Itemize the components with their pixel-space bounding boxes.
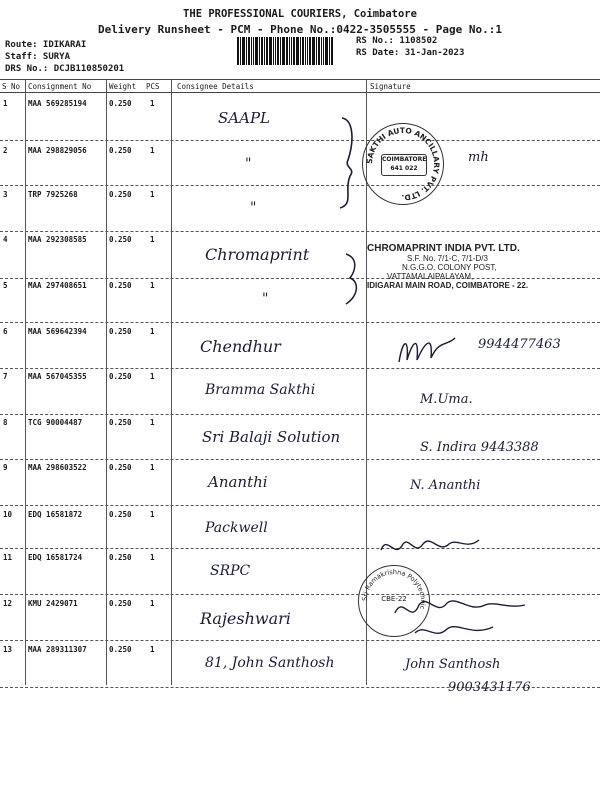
row-consignee-handwritten: Ananthi bbox=[208, 473, 268, 491]
row-consignee-handwritten: Chromaprint bbox=[205, 245, 310, 264]
stamp-city: COIMBATORE bbox=[382, 156, 427, 163]
row-sno: 10 bbox=[3, 510, 13, 519]
header-bottom-rule bbox=[0, 92, 600, 93]
row-weight: 0.250 bbox=[109, 327, 132, 336]
rs-number: RS No.: 1108502 bbox=[356, 36, 438, 46]
row-separator bbox=[0, 459, 600, 460]
row-separator bbox=[0, 368, 600, 369]
row-separator bbox=[0, 185, 600, 186]
row-pcs: 1 bbox=[150, 463, 155, 472]
row-pcs: 1 bbox=[150, 510, 155, 519]
row-consignee-handwritten: Rajeshwari bbox=[200, 609, 291, 628]
stamp-company-name: CHROMAPRINT INDIA PVT. LTD. bbox=[367, 243, 520, 254]
row-consignee-handwritten: 81, John Santhosh bbox=[205, 655, 335, 671]
row-sno: 8 bbox=[3, 418, 8, 427]
row-weight: 0.250 bbox=[109, 146, 132, 155]
row-consignment-number: EDQ 16581872 bbox=[28, 510, 83, 519]
stamp-address-line: IDIGARAI MAIN ROAD, COIMBATORE - 22. bbox=[367, 281, 529, 290]
row-separator bbox=[0, 548, 600, 549]
row-weight: 0.250 bbox=[109, 510, 132, 519]
signature-scribble bbox=[375, 530, 495, 570]
row-pcs: 1 bbox=[150, 235, 155, 244]
row-signature-handwritten: mh bbox=[468, 150, 489, 165]
row-consignee-handwritten: " bbox=[250, 200, 257, 216]
row-pcs: 1 bbox=[150, 418, 155, 427]
barcode bbox=[237, 37, 353, 65]
row-pcs: 1 bbox=[150, 372, 155, 381]
row-sno: 3 bbox=[3, 190, 8, 199]
row-consignment-number: MAA 298829056 bbox=[28, 146, 87, 155]
row-consignee-handwritten: Chendhur bbox=[200, 337, 281, 356]
row-consignment-number: KMU 2429071 bbox=[28, 599, 78, 608]
signature-scribble bbox=[385, 585, 535, 645]
row-consignment-number: MAA 297408651 bbox=[28, 281, 87, 290]
row-weight: 0.250 bbox=[109, 281, 132, 290]
row-consignment-number: EDQ 16581724 bbox=[28, 553, 83, 562]
row-separator bbox=[0, 322, 600, 323]
row-sno: 2 bbox=[3, 146, 8, 155]
row-weight: 0.250 bbox=[109, 418, 132, 427]
row-pcs: 1 bbox=[150, 553, 155, 562]
drs-number: DRS No.: DCJB110850201 bbox=[5, 64, 125, 74]
row-pcs: 1 bbox=[150, 99, 155, 108]
signature-scribble bbox=[395, 330, 470, 370]
runsheet-subtitle: Delivery Runsheet - PCM - Phone No.:0422-3505555 - Page No.:1 bbox=[98, 23, 502, 36]
brace-mark bbox=[340, 250, 370, 310]
row-weight: 0.250 bbox=[109, 463, 132, 472]
row-pcs: 1 bbox=[150, 599, 155, 608]
row-pcs: 1 bbox=[150, 146, 155, 155]
col-header-consignment: Consignment No bbox=[28, 82, 92, 91]
row-consignment-number: MAA 298603522 bbox=[28, 463, 87, 472]
row-sno: 11 bbox=[3, 553, 13, 562]
row-consignment-number: TRP 7925268 bbox=[28, 190, 78, 199]
row-weight: 0.250 bbox=[109, 372, 132, 381]
brace-mark bbox=[330, 112, 370, 212]
row-weight: 0.250 bbox=[109, 645, 132, 654]
row-weight: 0.250 bbox=[109, 553, 132, 562]
row-consignee-handwritten: SAAPL bbox=[218, 109, 270, 127]
col-header-signature: Signature bbox=[370, 82, 411, 91]
rs-date: RS Date: 31-Jan-2023 bbox=[356, 48, 465, 58]
row-signature-handwritten: M.Uma. bbox=[420, 392, 473, 407]
svg-text:SAKTHI AUTO ANCILLARY PVT. LTD: SAKTHI AUTO ANCILLARY PVT. LTD. bbox=[364, 125, 442, 203]
row-pcs: 1 bbox=[150, 281, 155, 290]
header-top-rule bbox=[0, 79, 600, 80]
row-pcs: 1 bbox=[150, 645, 155, 654]
row-sno: 1 bbox=[3, 99, 8, 108]
row-separator bbox=[0, 505, 600, 506]
row-sno: 7 bbox=[3, 372, 8, 381]
row-consignment-number: MAA 567045355 bbox=[28, 372, 87, 381]
stamp-pincode: 641 022 bbox=[390, 165, 418, 172]
stamp-address-line: VATTAMALAIPALAYAM, bbox=[387, 272, 474, 281]
row-signature-phone: 9003431176 bbox=[448, 680, 531, 695]
row-consignment-number: MAA 289311307 bbox=[28, 645, 87, 654]
staff-label: Staff: SURYA bbox=[5, 52, 71, 62]
row-pcs: 1 bbox=[150, 327, 155, 336]
runsheet-title: THE PROFESSIONAL COURIERS, Coimbatore bbox=[183, 8, 417, 20]
row-sno: 13 bbox=[3, 645, 13, 654]
row-separator bbox=[0, 414, 600, 415]
row-consignment-number: MAA 569285194 bbox=[28, 99, 87, 108]
row-consignee-handwritten: Packwell bbox=[205, 520, 268, 536]
row-consignment-number: MAA 569642394 bbox=[28, 327, 87, 336]
row-weight: 0.250 bbox=[109, 235, 132, 244]
col-header-weight: Weight bbox=[109, 82, 137, 91]
stamp-center: CBE-22 bbox=[381, 595, 407, 603]
row-pcs: 1 bbox=[150, 190, 155, 199]
row-consignee-handwritten: " bbox=[245, 156, 252, 172]
row-weight: 0.250 bbox=[109, 599, 132, 608]
stamp-address-line: S.F. No. 7/1-C, 7/1-D/3 bbox=[407, 254, 488, 263]
row-consignee-handwritten: Bramma Sakthi bbox=[205, 382, 316, 398]
row-consignment-number: TCG 90004487 bbox=[28, 418, 83, 427]
col-header-consignee: Consignee Details bbox=[177, 82, 254, 91]
row-separator bbox=[0, 231, 600, 232]
svg-text:Sri Ramakrishna Polytechnic: Sri Ramakrishna Polytechnic bbox=[360, 567, 428, 611]
row-signature-handwritten: 9944477463 bbox=[478, 337, 561, 352]
row-consignee-handwritten: " bbox=[262, 291, 269, 307]
row-sno: 6 bbox=[3, 327, 8, 336]
row-sno: 12 bbox=[3, 599, 13, 608]
chromaprint-stamp bbox=[367, 243, 572, 290]
col-header-sno: S No bbox=[2, 82, 21, 91]
row-signature-handwritten: N. Ananthi bbox=[410, 478, 481, 493]
row-separator bbox=[0, 140, 600, 141]
row-weight: 0.250 bbox=[109, 190, 132, 199]
row-sno: 5 bbox=[3, 281, 8, 290]
stamp-address-line: N.G.G.O. COLONY POST, bbox=[402, 263, 497, 272]
row-signature-handwritten: John Santhosh bbox=[405, 657, 501, 672]
row-sno: 9 bbox=[3, 463, 8, 472]
row-sno: 4 bbox=[3, 235, 8, 244]
row-consignee-handwritten: Sri Balaji Solution bbox=[202, 428, 341, 446]
sakthi-company-stamp bbox=[362, 123, 444, 205]
row-consignee-handwritten: SRPC bbox=[210, 563, 251, 579]
row-signature-handwritten: S. Indira 9443388 bbox=[420, 440, 539, 455]
route-label: Route: IDIKARAI bbox=[5, 40, 87, 50]
col-header-pcs: PCS bbox=[146, 82, 160, 91]
row-consignment-number: MAA 292308585 bbox=[28, 235, 87, 244]
row-weight: 0.250 bbox=[109, 99, 132, 108]
